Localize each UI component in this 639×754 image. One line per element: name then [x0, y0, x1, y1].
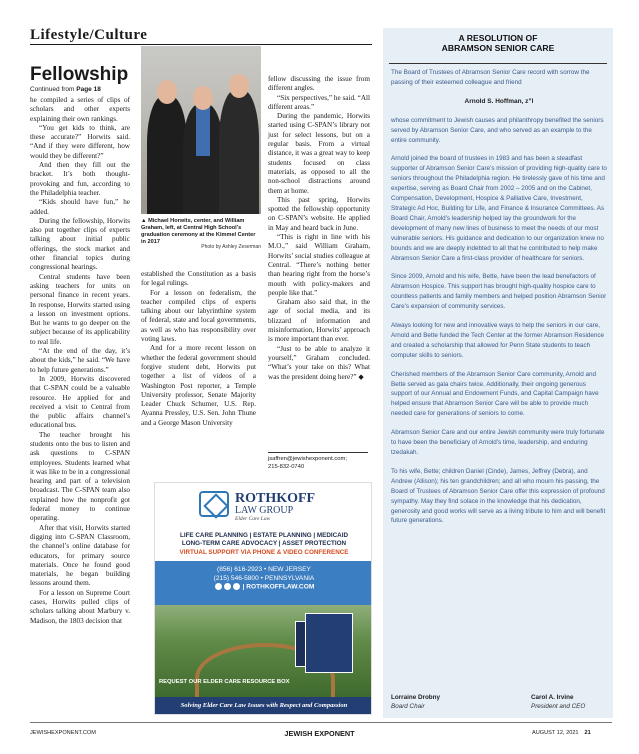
signer-2-title: President and CEO: [531, 703, 586, 710]
honoree-name: Arnold S. Hoffman, z”l: [464, 97, 534, 105]
resolution-paragraph: To his wife, Bette; children Daniel (Cinde), James, Jeffrey (Debra), and Andrew (Allison); his ten grandchildren; and all who mourn his passing, the Board of Trustees of Abramson Senior Care offer this expression of profound sympathy. May they find solace in the knowledge that his dedication, generosity and good works will serve as a living tribute to him and will benefit future generations.: [391, 467, 606, 525]
resource-box: [305, 613, 353, 673]
resolution-paragraph: Cherished members of the Abramson Senior Care community, Arnold and Bette served as gala chairs twice. Additionally, their ongoing generous support of our Annual and Endowment Funds, and Capital Campaign have helped ensure that Abramson Senior Care will be able to provide much needed care for generations of seniors to come.: [391, 370, 599, 418]
resolution-title-line-2: ABRAMSON SENIOR CARE: [441, 43, 555, 53]
graduation-stole: [196, 106, 210, 156]
resolution-body: [391, 68, 607, 535]
signer-1-title: Board Chair: [391, 703, 425, 710]
paragraph: For a lesson on federalism, the teacher compiled clips of experts talking about our labyrinthine system of federal, state and local governments, as well as who has responsibility over voting laws.: [141, 288, 256, 344]
paragraph: After that visit, Horwits started digging into C-SPAN Classroom, the channel’s online database for educators, for primary source materials. Once he found good materials, he began building lessons around them.: [30, 523, 130, 588]
paragraph: “Just to be able to analyze it yourself,” Graham concluded. “What’s your take on this? What was the president doing here?” ◆: [268, 344, 370, 381]
section-header: Lifestyle/Culture: [30, 27, 148, 43]
paragraph: “At the end of the day, it’s about the kids,” he said. “We have to help future generations.”: [30, 347, 130, 374]
paragraph: And then they fill out the bracket. It’s both thought-provoking and fun, according to the Philadelphia teacher.: [30, 161, 130, 197]
footer-publication: JEWISH EXPONENT: [284, 729, 355, 738]
ad-firm-name: ROTHKOFF: [235, 491, 316, 506]
photo-caption: ▲ Michael Horwits, center, and William Graham, left, at Central High School’s graduation ceremony at the Kimmel Center in 2017: [141, 218, 256, 245]
resolution-intro: The Board of Trustees of Abramson Senior Care record with sorrow the passing of their esteemed colleague and friend: [391, 69, 590, 86]
footer-website-link[interactable]: JEWISHEXPONENT.COM: [30, 730, 96, 736]
author-email-link[interactable]: jsaffren@jewishexponent.com;: [268, 456, 347, 462]
ad-services-line-2: LONG-TERM CARE ADVOCACY | ASSET PROTECTION: [181, 540, 347, 547]
paragraph: fellow discussing the issue from different angles.: [268, 75, 370, 93]
house-logo-icon: [199, 491, 229, 517]
paragraph: Central students have been asking teachers for units on personal finance in recent years. In response, Horwits started using a lesson on investment options. But he wants to go deeper on the subject because of its applicability to real life.: [30, 272, 130, 346]
resolution-box: [383, 28, 613, 718]
paragraph: “This is right in line with his M.O.,” said William Graham, Horwits’ social studies colleague at Central. “There’s nothing better than hearing right from the horse’s mouth with policy-makers and people like that.”: [268, 233, 370, 297]
person-left-head: [157, 80, 177, 104]
paragraph: In 2009, Horwits discovered that C-SPAN could be a valuable resource. He applied for and received a visit to Central from the public affairs channel’s educational bus.: [30, 374, 130, 430]
photo-credit: Photo by Ashley Zeserman: [201, 244, 261, 250]
paragraph: The teacher brought his students onto the bus to listen and ask questions to C-SPAN employees. Students learned what it was like to be in a congressional hearing and part of a television broadcast. The C-SPAN team also explained how the nonprofit got federal money to continue operating.: [30, 430, 130, 523]
person-right: [219, 90, 259, 214]
signer-1-name: Lorraine Drobny: [391, 694, 440, 701]
ad-phone-pa: (215) 546-5800 • PENNSYLVANIA: [213, 574, 315, 582]
resolution-paragraph: Arnold joined the board of trustees in 1983 and has been a steadfast supporter of Abramson Senior Care’s mission of providing high-quality care to seniors throughout the Philadelphia region. He tirelessly gave of his time and expertise, serving as Board Chair from 2002 – 2005 and on the Cabinet, Compensation, Development, Hospice & Palliative Care, Investment, Strategic Ad Hoc, Building for Life, and Finance & Insurance Committees. As Board Chair, Arnold’s leadership helped lay the groundwork for the development of many new lines of business to meet the needs of our most vulnerable seniors. His guidance and dedication to our organization knew no bounds and we are deeply indebted to all that he contributed to help make Abramson Senior Care a first-class provider of healthcare for seniors.: [391, 155, 607, 262]
continued-page-link[interactable]: Page 18: [76, 86, 101, 93]
linkedin-icon[interactable]: [224, 583, 231, 590]
ad-services: [163, 532, 365, 548]
page-number: 21: [584, 730, 591, 736]
ad-firm-name-2: LAW GROUP: [235, 505, 294, 516]
resolution-title-line-1: A RESOLUTION OF: [458, 33, 538, 43]
resolution-paragraph: Always looking for new and innovative ways to help the seniors in our care, Arnold and Bette funded the Tech Center at the former Abramson Residence and created a scholarship that allowed for Penn State students to teach computer skills to seniors.: [391, 322, 605, 359]
article-column-2: [141, 270, 256, 428]
section-rule: [30, 44, 372, 45]
resolution-title: [383, 33, 613, 53]
resolution-title-rule: [389, 63, 607, 64]
ad-virtual-support: VIRTUAL SUPPORT VIA PHONE & VIDEO CONFERENCE: [179, 549, 349, 556]
person-right-head: [229, 74, 249, 98]
paragraph: This past spring, Horwits spotted the fellowship opportunity on C-SPAN’s website. He applied in May and heard back in June.: [268, 195, 370, 232]
ad-website-link[interactable]: | ROTHKOFFLAW.COM: [242, 583, 315, 591]
footer-rule: [30, 722, 612, 723]
ad-request-text: REQUEST OUR ELDER CARE RESOURCE BOX: [159, 679, 290, 685]
youtube-icon[interactable]: [233, 583, 240, 590]
paragraph: “Kids should have fun,” he added.: [30, 198, 130, 216]
paragraph: established the Constitution as a basis for legal rulings.: [141, 270, 256, 288]
ad-contact-band: [155, 561, 372, 605]
paragraph: he compiled a series of clips of scholars and other experts explaining their own rankings.: [30, 96, 130, 123]
signer-2-name: Carol A. Irvine: [531, 694, 574, 701]
person-center-head: [193, 86, 213, 110]
article-column-3: [268, 75, 370, 382]
paragraph: During the fellowship, Horwits also put together clips of experts talking about initial public offerings, the stock market and other financial topics during congressional hearings.: [30, 216, 130, 272]
paragraph: “Six perspectives,” he said. “All different areas.”: [268, 93, 371, 111]
paragraph: For a lesson on Supreme Court cases, Horwits pulled clips of scholars talking about Marbury v. Madison, the 1803 decision that: [30, 588, 130, 625]
footer-date: AUGUST 12, 2021: [532, 730, 579, 736]
facebook-icon[interactable]: [215, 583, 222, 590]
article-column-1: [30, 96, 130, 626]
ad-tagline: Elder Care Law: [235, 516, 271, 522]
ad-services-line-1: LIFE CARE PLANNING | ESTATE PLANNING | MEDICAID: [179, 532, 349, 539]
paragraph: Graham also said that, in the age of social media, and its blizzard of information and misinformation, Horwits’ approach is more important than ever.: [268, 298, 370, 344]
signer-1: [391, 693, 440, 711]
continued-from: [30, 86, 101, 93]
ad-phone-nj: (856) 616-2923 • NEW JERSEY: [217, 566, 311, 573]
resolution-paragraph: Since 2009, Arnold and his wife, Bette, have been the lead benefactors of Abramson Hospice. This support has brought high-quality hospice care to countless patients and family members and helped position Abramson Senior Care’s expansion of community services.: [391, 273, 607, 311]
resolution-paragraph: Abramson Senior Care and our entire Jewish community were truly fortunate to have been the beneficiary of Arnold’s time, leadership, and enduring tzedakah.: [391, 429, 605, 456]
footer-date-page: [532, 730, 591, 736]
article-photo: [141, 46, 261, 214]
signer-2: [531, 693, 585, 711]
author-contact: [268, 452, 368, 471]
person-left: [147, 96, 187, 214]
paragraph: “You get kids to think, are these accurate?” Horwits said. “And if they were different, how would they be different?”: [30, 123, 130, 160]
paragraph: During the pandemic, Horwits started using C-SPAN’s library not just for select lessons, but on a regular basis. From a virtual distance, it was a great way to keep students focused on class materials, as opposed to all the non-school distractions around them at home.: [268, 112, 370, 195]
paragraph: And for a more recent lesson on whether the federal government should forgive student debt, Horwits put together a list of videos of a Washington Post reporter, a Temple University professor, Senate Majority Leader Chuck Schumer, U.S. Rep. Ayanna Pressley, U.S. Sen. John Thune and a George Mason University: [141, 344, 256, 427]
rothkoff-advertisement[interactable]: [154, 482, 372, 715]
resolution-paragraph: whose commitment to Jewish causes and philanthropy benefited the seniors served by Abramson Senior Care, and who served as an example to the entire community.: [391, 116, 604, 144]
continued-prefix: Continued from: [30, 86, 77, 93]
article-headline: Fellowship: [30, 64, 129, 85]
ad-web-row: [155, 583, 372, 592]
ad-footer-banner: Solving Elder Care Law Issues with Respect and Compassion: [155, 697, 372, 715]
author-phone: 215-832-0740: [268, 464, 305, 470]
